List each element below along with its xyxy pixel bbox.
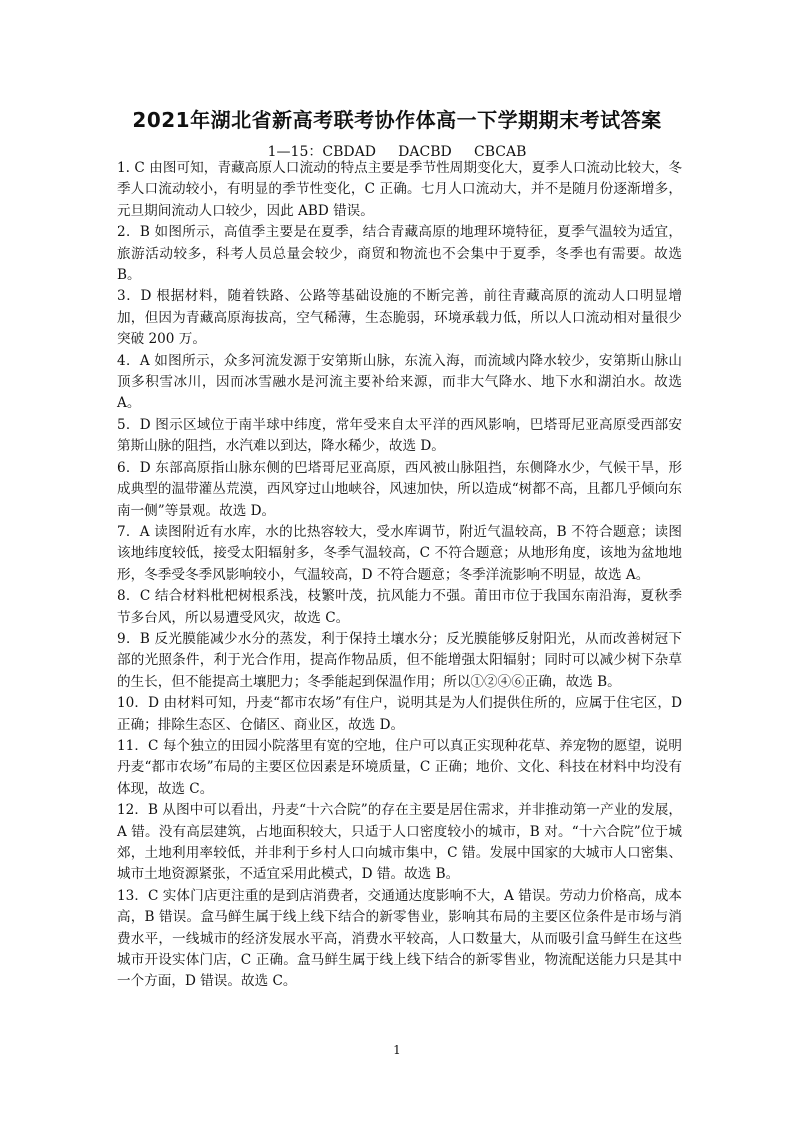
answer-key-line: 1—15：CBDAD DACBD CBCAB (267, 144, 527, 160)
answer-paragraph-8: 8．C 结合材料枇杷树根系浅，枝繁叶茂，抗风能力不强。莆田市位于我国东南沿海，夏秋季节多台风，所以易遭受风灾，故选 C。 (117, 588, 682, 626)
answer-paragraph-3: 3．D 根据材料，随着铁路、公路等基础设施的不断完善，前往青藏高原的流动人口明显增加，但因为青藏高原海拔高，空气稀薄，生态脆弱，环境承载力低，所以人口流动相对量很少突破 200 万。 (117, 288, 682, 348)
answer-paragraph-7: 7．A 读图附近有水库，水的比热容较大，受水库调节，附近气温较高，B 不符合题意；读图该地纬度较低，接受太阳辐射多，冬季气温较高，C 不符合题意；从地形角度，该地为盆地地形，冬季受冬季风影响较小，气温较高，D 不符合题意；冬季洋流影响不明显，故选 A。 (117, 523, 682, 583)
answer-paragraph-1: 1. C 由图可知，青藏高原人口流动的特点主要是季节性周期变化大，夏季人口流动比较大，冬季人口流动较小，有明显的季节性变化，C 正确。七月人口流动大，并不是随月份逐渐增多，元旦期间流动人口较少，因此 ABD 错误。 (117, 160, 682, 219)
answer-paragraph-2: 2．B 如图所示，高值季主要是在夏季，结合青藏高原的地理环境特征，夏季气温较为适宜，旅游活动较多，科考人员总量会较少，商贸和物流也不会集中于夏季，冬季也有需要。故选 B。 (117, 224, 682, 284)
answer-explanations (117, 158, 682, 993)
answer-paragraph-12: 12．B 从图中可以看出，丹麦“十六合院”的存在主要是居住需求，并非推动第一产业的发展，A 错。没有高层建筑，占地面积较大，只适于人口密度较小的城市，B 对。“十六合院”位于城郊，土地利用率较低，并非利于乡村人口向城市集中，C 错。发展中国家的大城市人口密集、城市土地资源紧张，不适宜采用此模式，D 错。故选 B。 (117, 802, 682, 883)
answer-paragraph-9: 9．B 反光膜能减少水分的蒸发，利于保持土壤水分；反光膜能够反射阳光，从而改善树冠下部的光照条件，利于光合作用，提高作物品质，但不能增强太阳辐射；同时可以减少树下杂草的生长，但不能提高土壤肥力；冬季能起到保温作用；所以①②④⑥正确，故选 B。 (117, 630, 682, 690)
answer-paragraph-13: 13．C 实体门店更注重的是到店消费者，交通通达度影响不大，A 错误。劳动力价格高，成本高，B 错误。盒马鲜生属于线上线下结合的新零售业，影响其布局的主要区位条件是市场与消费水平，一线城市的经济发展水平高，消费水平较高，人口数量大，从而吸引盒马鲜生在这些城市开设实体门店，C 正确。盒马鲜生属于线上线下结合的新零售业，物流配送能力只是其中一个方面，D 错误。故选 C。 (117, 887, 682, 990)
document-title: 2021年湖北省新高考联考协作体高一下学期期末考试答案 (132, 108, 662, 132)
answer-paragraph-5: 5．D 图示区域位于南半球中纬度，常年受来自太平洋的西风影响，巴塔哥尼亚高原受西部安第斯山脉的阻挡，水汽难以到达，降水稀少，故选 D。 (117, 416, 682, 455)
answer-paragraph-6: 6．D 东部高原指山脉东侧的巴塔哥尼亚高原，西风被山脉阻挡，东侧降水少，气候干旱，形成典型的温带灌丛荒漠，西风穿过山地峡谷，风速加快，所以造成“树都不高，且都几乎倾向东南一侧”等景观。故选 D。 (117, 459, 682, 519)
answer-paragraph-10: 10．D 由材料可知，丹麦“都市农场”有住户，说明其是为人们提供住所的，应属于住宅区，D 正确；排除生态区、仓储区、商业区，故选 D。 (117, 695, 682, 733)
page-number: 1 (393, 1043, 401, 1057)
answer-paragraph-4: 4．A 如图所示，众多河流发源于安第斯山脉，东流入海，而流域内降水较少，安第斯山脉山顶多积雪冰川，因而冰雪融水是河流主要补给来源，而非大气降水、地下水和湖泊水。故选 A。 (117, 352, 682, 412)
answer-paragraph-11: 11．C 每个独立的田园小院落里有宽的空地，住户可以真正实现种花草、养宠物的愿望，说明丹麦“都市农场”布局的主要区位因素是环境质量，C 正确；地价、文化、科技在材料中均没有体现，故选 C。 (117, 737, 682, 797)
